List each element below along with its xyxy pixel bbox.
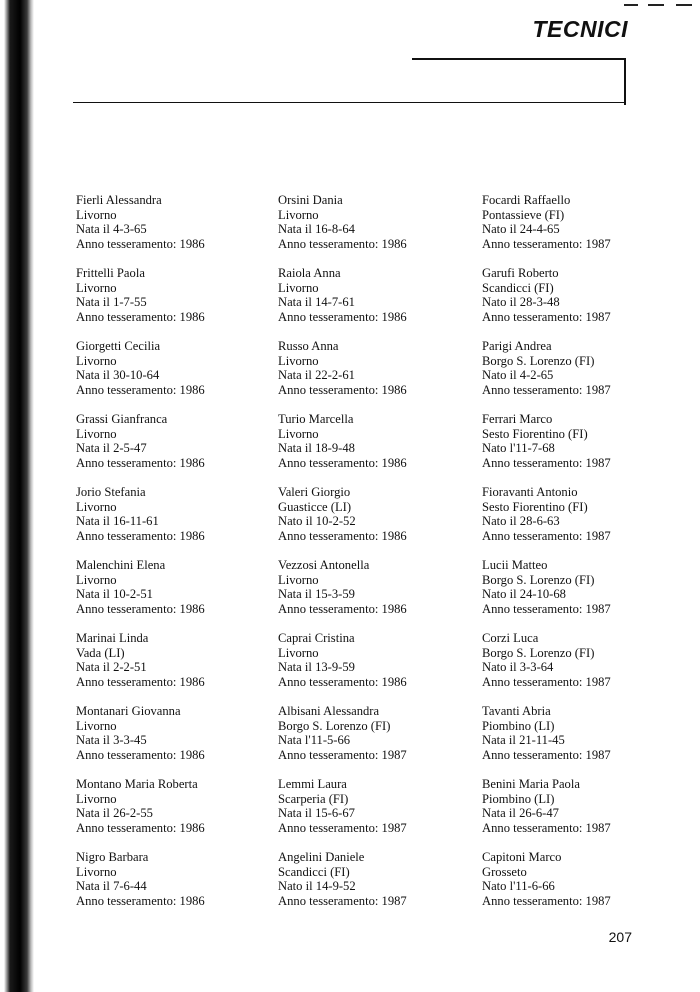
entry-name: Lucii Matteo: [482, 558, 548, 572]
membership-year: 1986: [381, 236, 407, 251]
entry-place: Livorno: [76, 207, 117, 222]
directory-entry: [482, 266, 682, 339]
entry-membership: [278, 821, 478, 836]
membership-label: Anno tesseramento:: [278, 309, 379, 324]
entry-membership: [278, 748, 478, 763]
entry-place: Livorno: [76, 572, 117, 587]
directory-entry: [76, 631, 276, 704]
directory-entry: [76, 850, 276, 923]
membership-year: 1986: [179, 674, 205, 689]
entry-name: Frittelli Paola: [76, 266, 145, 280]
entry-place: Livorno: [278, 572, 319, 587]
entry-place: Sesto Fiorentino (FI): [482, 426, 588, 441]
entry-name: Lemmi Laura: [278, 777, 347, 791]
entry-place: Piombino (LI): [482, 718, 555, 733]
directory-entry: [278, 558, 478, 631]
membership-year: 1987: [585, 382, 611, 397]
directory-entry: [278, 704, 478, 777]
membership-year: 1987: [585, 893, 611, 908]
entry-membership: [278, 602, 478, 617]
entry-birth: Nata il 15-6-67: [278, 806, 355, 821]
entry-birth: Nata il 22-2-61: [278, 368, 355, 383]
entry-place: Livorno: [278, 353, 319, 368]
entry-membership: [482, 821, 682, 836]
directory-entry: [482, 558, 682, 631]
membership-label: Anno tesseramento:: [76, 309, 177, 324]
directory-entry: [76, 777, 276, 850]
membership-label: Anno tesseramento:: [76, 528, 177, 543]
directory-entry: [482, 777, 682, 850]
directory-entry: [482, 485, 682, 558]
title-frame-rule: [412, 58, 626, 105]
membership-label: Anno tesseramento:: [76, 236, 177, 251]
membership-year: 1987: [585, 455, 611, 470]
membership-label: Anno tesseramento:: [482, 528, 583, 543]
membership-year: 1986: [381, 601, 407, 616]
directory-entry: [482, 704, 682, 777]
entry-birth: Nata il 2-5-47: [76, 441, 147, 456]
membership-label: Anno tesseramento:: [482, 820, 583, 835]
membership-year: 1987: [381, 893, 407, 908]
entry-birth: Nato il 28-3-48: [482, 295, 560, 310]
membership-label: Anno tesseramento:: [76, 674, 177, 689]
entry-name: Fierli Alessandra: [76, 193, 162, 207]
entry-birth: Nata il 7-6-44: [76, 879, 147, 894]
entry-birth: Nata il 1-7-55: [76, 295, 147, 310]
entries-column-1: [76, 193, 276, 923]
entry-name: Jorio Stefania: [76, 485, 146, 499]
directory-entry: [76, 558, 276, 631]
entry-membership: [76, 456, 276, 471]
entry-place: Scandicci (FI): [482, 280, 554, 295]
entry-birth: Nata il 13-9-59: [278, 660, 355, 675]
entry-birth: Nata il 26-6-47: [482, 806, 559, 821]
entry-birth: Nata il 21-11-45: [482, 733, 565, 748]
entry-place: Livorno: [278, 645, 319, 660]
membership-year: 1987: [585, 820, 611, 835]
entry-membership: [76, 821, 276, 836]
page-title: TECNICI: [532, 16, 628, 42]
membership-label: Anno tesseramento:: [482, 309, 583, 324]
entry-place: Livorno: [278, 207, 319, 222]
entry-membership: [278, 675, 478, 690]
membership-year: 1986: [381, 528, 407, 543]
entry-place: Livorno: [76, 864, 117, 879]
directory-entry: [482, 412, 682, 485]
membership-label: Anno tesseramento:: [278, 893, 379, 908]
entry-birth: Nata il 14-7-61: [278, 295, 355, 310]
membership-label: Anno tesseramento:: [76, 893, 177, 908]
directory-entry: [278, 339, 478, 412]
membership-label: Anno tesseramento:: [76, 455, 177, 470]
entry-place: Pontassieve (FI): [482, 207, 565, 222]
entry-birth: Nata il 16-11-61: [76, 514, 159, 529]
directory-entry: [76, 704, 276, 777]
entry-place: Livorno: [76, 718, 117, 733]
entry-name: Raiola Anna: [278, 266, 341, 280]
membership-label: Anno tesseramento:: [482, 236, 583, 251]
directory-entry: [76, 339, 276, 412]
membership-year: 1987: [585, 236, 611, 251]
membership-label: Anno tesseramento:: [482, 455, 583, 470]
entry-birth: Nata il 18-9-48: [278, 441, 355, 456]
entry-birth: Nato l'11-7-68: [482, 441, 555, 456]
membership-year: 1987: [585, 309, 611, 324]
directory-entry: [482, 193, 682, 266]
entry-membership: [76, 237, 276, 252]
membership-year: 1987: [381, 747, 407, 762]
entry-membership: [482, 529, 682, 544]
entries-column-3: [482, 193, 682, 923]
corner-dash: [676, 4, 692, 6]
entry-birth: Nato il 3-3-64: [482, 660, 554, 675]
entry-birth: Nato il 14-9-52: [278, 879, 356, 894]
membership-label: Anno tesseramento:: [278, 820, 379, 835]
entry-birth: Nato il 28-6-63: [482, 514, 560, 529]
entry-place: Livorno: [76, 353, 117, 368]
title-underline-rule: [73, 102, 626, 103]
entry-name: Benini Maria Paola: [482, 777, 580, 791]
entry-birth: Nata il 30-10-64: [76, 368, 160, 383]
entry-membership: [482, 237, 682, 252]
directory-entry: [278, 485, 478, 558]
entry-birth: Nata l'11-5-66: [278, 733, 351, 748]
entry-name: Focardi Raffaello: [482, 193, 571, 207]
entry-membership: [482, 383, 682, 398]
entry-name: Angelini Daniele: [278, 850, 365, 864]
membership-year: 1987: [381, 820, 407, 835]
entry-name: Nigro Barbara: [76, 850, 149, 864]
entry-name: Parigi Andrea: [482, 339, 552, 353]
membership-label: Anno tesseramento:: [278, 601, 379, 616]
entry-place: Piombino (LI): [482, 791, 555, 806]
entry-membership: [76, 748, 276, 763]
entry-place: Borgo S. Lorenzo (FI): [482, 353, 595, 368]
membership-label: Anno tesseramento:: [278, 674, 379, 689]
entry-name: Capitoni Marco: [482, 850, 562, 864]
entry-membership: [76, 602, 276, 617]
entry-place: Grosseto: [482, 864, 527, 879]
membership-label: Anno tesseramento:: [278, 236, 379, 251]
entry-birth: Nata il 16-8-64: [278, 222, 355, 237]
membership-label: Anno tesseramento:: [278, 382, 379, 397]
directory-entry: [482, 339, 682, 412]
entry-place: Vada (LI): [76, 645, 125, 660]
membership-year: 1987: [585, 601, 611, 616]
entry-name: Grassi Gianfranca: [76, 412, 168, 426]
entry-place: Guasticce (LI): [278, 499, 352, 514]
corner-dash: [648, 4, 664, 6]
membership-year: 1987: [585, 747, 611, 762]
entry-membership: [278, 456, 478, 471]
entry-birth: Nato il 4-2-65: [482, 368, 554, 383]
membership-label: Anno tesseramento:: [278, 747, 379, 762]
entry-name: Corzi Luca: [482, 631, 539, 645]
entry-place: Livorno: [278, 280, 319, 295]
entry-membership: [278, 237, 478, 252]
membership-year: 1986: [179, 455, 205, 470]
membership-label: Anno tesseramento:: [76, 820, 177, 835]
directory-entry: [278, 193, 478, 266]
membership-label: Anno tesseramento:: [76, 382, 177, 397]
membership-label: Anno tesseramento:: [482, 382, 583, 397]
entry-membership: [76, 310, 276, 325]
membership-label: Anno tesseramento:: [76, 601, 177, 616]
entry-name: Russo Anna: [278, 339, 339, 353]
membership-label: Anno tesseramento:: [278, 528, 379, 543]
entry-membership: [482, 675, 682, 690]
entry-birth: Nato il 10-2-52: [278, 514, 356, 529]
directory-entry: [76, 193, 276, 266]
entry-name: Valeri Giorgio: [278, 485, 351, 499]
membership-year: 1986: [381, 309, 407, 324]
entry-name: Vezzosi Antonella: [278, 558, 370, 572]
directory-entry: [76, 412, 276, 485]
entry-birth: Nata il 3-3-45: [76, 733, 147, 748]
membership-year: 1986: [179, 528, 205, 543]
membership-label: Anno tesseramento:: [76, 747, 177, 762]
entry-name: Tavanti Abria: [482, 704, 551, 718]
membership-year: 1986: [179, 309, 205, 324]
directory-entry: [278, 631, 478, 704]
entry-birth: Nato l'11-6-66: [482, 879, 555, 894]
entries-column-2: [278, 193, 478, 923]
entry-place: Borgo S. Lorenzo (FI): [482, 572, 595, 587]
directory-entry: [278, 266, 478, 339]
entry-membership: [482, 456, 682, 471]
entry-name: Fioravanti Antonio: [482, 485, 578, 499]
entry-birth: Nata il 10-2-51: [76, 587, 153, 602]
entry-birth: Nata il 15-3-59: [278, 587, 355, 602]
membership-label: Anno tesseramento:: [482, 601, 583, 616]
membership-year: 1986: [381, 382, 407, 397]
entry-name: Orsini Dania: [278, 193, 343, 207]
membership-label: Anno tesseramento:: [482, 747, 583, 762]
membership-year: 1987: [585, 528, 611, 543]
directory-entry: [76, 485, 276, 558]
entry-name: Montanari Giovanna: [76, 704, 181, 718]
entry-membership: [482, 310, 682, 325]
entry-place: Livorno: [76, 426, 117, 441]
entry-membership: [278, 310, 478, 325]
directory-entry: [278, 412, 478, 485]
entry-name: Albisani Alessandra: [278, 704, 380, 718]
page-number: 207: [608, 929, 632, 945]
entry-name: Turio Marcella: [278, 412, 354, 426]
entry-name: Montano Maria Roberta: [76, 777, 198, 791]
entry-membership: [278, 529, 478, 544]
entry-membership: [76, 529, 276, 544]
membership-year: 1986: [179, 893, 205, 908]
entry-place: Scandicci (FI): [278, 864, 350, 879]
membership-label: Anno tesseramento:: [482, 893, 583, 908]
entry-membership: [76, 894, 276, 909]
membership-label: Anno tesseramento:: [278, 455, 379, 470]
entry-membership: [76, 383, 276, 398]
entry-place: Scarperia (FI): [278, 791, 349, 806]
entry-birth: Nato il 24-4-65: [482, 222, 560, 237]
membership-year: 1987: [585, 674, 611, 689]
entry-membership: [278, 383, 478, 398]
directory-entry: [278, 777, 478, 850]
directory-entry: [482, 850, 682, 923]
entry-birth: Nata il 26-2-55: [76, 806, 153, 821]
entry-membership: [482, 602, 682, 617]
entry-name: Marinai Linda: [76, 631, 149, 645]
entry-place: Livorno: [76, 791, 117, 806]
membership-label: Anno tesseramento:: [482, 674, 583, 689]
membership-year: 1986: [381, 455, 407, 470]
entry-membership: [76, 675, 276, 690]
entry-place: Borgo S. Lorenzo (FI): [278, 718, 391, 733]
entry-birth: Nata il 4-3-65: [76, 222, 147, 237]
membership-year: 1986: [179, 747, 205, 762]
membership-year: 1986: [381, 674, 407, 689]
entry-place: Livorno: [278, 426, 319, 441]
entry-name: Garufi Roberto: [482, 266, 559, 280]
entry-place: Borgo S. Lorenzo (FI): [482, 645, 595, 660]
entry-name: Ferrari Marco: [482, 412, 553, 426]
entry-place: Livorno: [76, 280, 117, 295]
membership-year: 1986: [179, 601, 205, 616]
directory-entry: [482, 631, 682, 704]
membership-year: 1986: [179, 820, 205, 835]
entry-place: Sesto Fiorentino (FI): [482, 499, 588, 514]
entry-birth: Nata il 2-2-51: [76, 660, 147, 675]
entry-name: Malenchini Elena: [76, 558, 166, 572]
entry-name: Caprai Cristina: [278, 631, 355, 645]
entry-membership: [482, 894, 682, 909]
membership-year: 1986: [179, 236, 205, 251]
entry-birth: Nato il 24-10-68: [482, 587, 566, 602]
membership-year: 1986: [179, 382, 205, 397]
book-binding-shadow: [0, 0, 34, 992]
entry-membership: [278, 894, 478, 909]
corner-dash: [624, 4, 638, 6]
entry-membership: [482, 748, 682, 763]
entry-place: Livorno: [76, 499, 117, 514]
directory-entry: [76, 266, 276, 339]
directory-entry: [278, 850, 478, 923]
entry-name: Giorgetti Cecilia: [76, 339, 161, 353]
